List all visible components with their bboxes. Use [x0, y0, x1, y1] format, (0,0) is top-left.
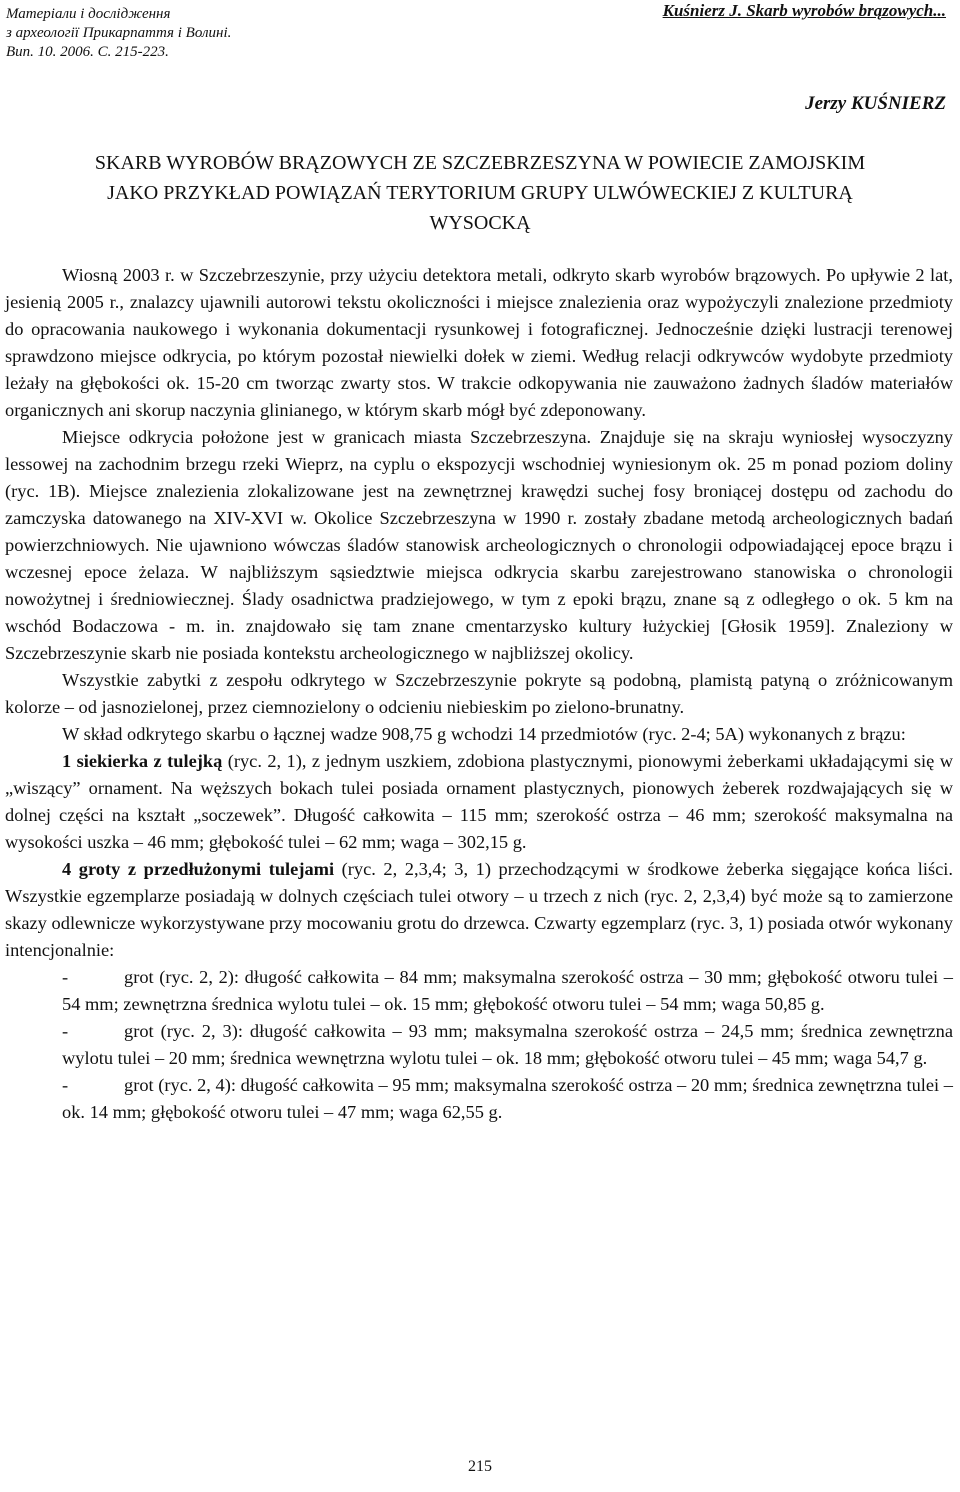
citation-block: [6, 5, 231, 62]
list-dash: -: [62, 967, 69, 987]
item-heading: 4 groty z przedłużonymi tulejami: [62, 859, 335, 879]
item-heading: 1 siekierka z tulejką: [62, 751, 223, 771]
paragraph: Wszystkie zabytki z zespołu odkrytego w Szczebrzeszynie pokryte są podobną, plamistą patyną o zróżnicowanym kolorze – od jasnozielonej, przez ciemnozielony o odcieniu niebieskim po zielono-brunatny.: [5, 670, 953, 717]
citation-line: з археології Прикарпаття і Волині.: [6, 25, 232, 41]
title-line: JAKO PRZYKŁAD POWIĄZAŃ TERYTORIUM GRUPY ULWÓWECKIEJ Z KULTURĄ: [107, 182, 853, 204]
paragraph: [5, 856, 953, 964]
title-line: SKARB WYROBÓW BRĄZOWYCH ZE SZCZEBRZESZYNA W POWIECIE ZAMOJSKIM: [94, 152, 866, 174]
list-item-text: grot (ryc. 2, 2): długość całkowita – 84 mm; maksymalna szerokość ostrza – 30 mm; głębokość otworu tulei – 54 mm; zewnętrzna średnica wylotu tulei – ok. 15 mm; głębokość otworu tulei – 54 mm; waga 50,85 g.: [62, 967, 953, 1014]
page-number: 215: [468, 1458, 492, 1475]
running-head: Kuśnierz J. Skarb wyrobów brązowych...: [662, 1, 946, 20]
item-description: (ryc. 2, 1), z jednym uszkiem, zdobiona plastycznymi, pionowymi żeberkami układającymi się w „wiszący” ornament. Na węższych bokach tulei posiada ornament plastycznych, pionowych żeberek rozdwajających się w dolnej części na kształt „soczewek”. Długość całkowita – 115 mm; szerokość ostrza – 46 mm; szerokość maksymalna na wysokości uszka – 46 mm; głębokość tulei – 62 mm; waga – 302,15 g.: [5, 751, 953, 852]
list-item: [5, 1072, 953, 1126]
list-dash: -: [62, 1075, 69, 1095]
author-name: Jerzy KUŚNIERZ: [805, 93, 946, 114]
article-title: [0, 148, 960, 238]
list-item: [5, 1018, 953, 1072]
paragraph: [5, 748, 953, 856]
paragraph: Miejsce odkrycia położone jest w granicach miasta Szczebrzeszyna. Znajduje się na skraju wyniosłej wysoczyzny lessowej na zachodnim brzegu rzeki Wieprz, na cyplu o ekspozycji wschodniej wyniesionym ok. 25 m ponad poziom doliny (ryc. 1B). Miejsce znalezienia zlokalizowane jest na zewnętrznej krawędzi suchej fosy broniącej dostępu od zachodu do zamczyska datowanego na XIV-XVI w. Okolice Szczebrzeszyna w 1990 r. zostały zbadane metodą archeologicznych badań powierzchniowych. Nie ujawniono wówczas śladów stanowisk archeologicznych o chronologii odpowiadającej epoce brązu i wczesnej epoce żelaza. W najbliższym sąsiedztwie miejsca odkrycia skarbu zarejestrowano stanowiska o chronologii nowożytnej i średniowiecznej. Ślady osadnictwa pradziejowego, w tym z epoki brązu, znane są z odległego o ok. 5 km na wschód Bodaczowa - m. in. znajdowało się tam znane cmentarzysko kultury łużyckiej [Głosik 1959]. Znaleziony w Szczebrzeszynie skarb nie posiada kontekstu archeologicznego w najbliższej okolicy.: [5, 427, 953, 663]
citation-line: Матеріали і дослідження: [6, 6, 171, 22]
list-item-text: grot (ryc. 2, 4): długość całkowita – 95 mm; maksymalna szerokość ostrza – 20 mm; średnica zewnętrzna tulei – ok. 14 mm; głębokość otworu tulei – 47 mm; waga 62,55 g.: [62, 1075, 953, 1122]
list-dash: -: [62, 1021, 69, 1041]
citation-line: Вип. 10. 2006. С. 215-223.: [6, 44, 169, 60]
item-description: (ryc. 2, 2,3,4; 3, 1) przechodzącymi w środkowe żeberka sięgające końca liści. Wszystkie egzemplarze posiadają w dolnych częściach tulei otwory – u trzech z nich (ryc. 2, 2,3,4) być może są to zamierzone skazy odlewnicze wykorzystywane przy mocowaniu grotu do drzewca. Czwarty egzemplarz (ryc. 3, 1) posiada otwór wykonany intencjonalnie:: [5, 859, 953, 960]
title-line: WYSOCKĄ: [429, 212, 531, 234]
paragraph: Wiosną 2003 r. w Szczebrzeszynie, przy użyciu detektora metali, odkryto skarb wyrobów brązowych. Po upływie 2 lat, jesienią 2005 r., znalazcy ujawnili autorowi tekstu okoliczności i miejsce znalezienia oraz wypożyczyli znalezione przedmioty do opracowania naukowego i wykonania dokumentacji rysunkowej i fotograficznej. Jednocześnie dzięki lustracji terenowej sprawdzono miejsce odkrycia, po którym pozostał niewielki dołek w ziemi. Według relacji odkrywców wydobyte przedmioty leżały na głębokości ok. 15-20 cm tworząc zwarty stos. W trakcie odkopywania nie zauważono żadnych śladów materiałów organicznych ani skorup naczynia glinianego, w którym skarb mógł być zdeponowany.: [5, 265, 953, 420]
article-body: [5, 262, 953, 1126]
list-item: [5, 964, 953, 1018]
paragraph: W skład odkrytego skarbu o łącznej wadze 908,75 g wchodzi 14 przedmiotów (ryc. 2-4; 5A) wykonanych z brązu:: [62, 724, 906, 744]
list-item-text: grot (ryc. 2, 3): długość całkowita – 93 mm; maksymalna szerokość ostrza – 24,5 mm; średnica zewnętrzna wylotu tulei – 20 mm; średnica wewnętrzna wylotu tulei – ok. 18 mm; głębokość otworu tulei – 45 mm; waga 54,7 g.: [62, 1021, 953, 1068]
